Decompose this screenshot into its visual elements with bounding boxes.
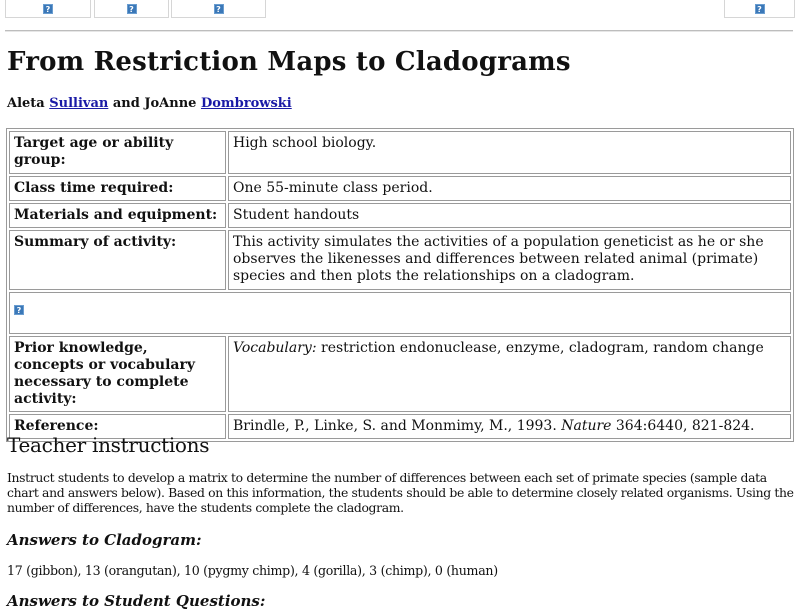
- nav-button-1[interactable]: [5, 0, 91, 18]
- nav-button-4[interactable]: [724, 0, 795, 18]
- materials-label: Materials and equipment:: [9, 203, 226, 228]
- broken-image-icon: ?: [127, 4, 137, 14]
- reference-value: [228, 414, 791, 439]
- materials-value: Student handouts: [228, 203, 791, 228]
- top-navigation-bar: [0, 0, 800, 20]
- broken-image-icon: ?: [14, 305, 24, 315]
- target-value: High school biology.: [228, 131, 791, 174]
- image-cell: [9, 292, 791, 334]
- vocabulary-label: Vocabulary:: [233, 340, 317, 356]
- teacher-instructions-text: Instruct students to develop a matrix to determine the number of differences between each set of primate species (sample data chart and answers below). Based on this information, the students should be able to determine closely related organisms. Using the number of differences, have the students complete the cladogram.: [7, 470, 794, 515]
- broken-image-icon: ?: [43, 4, 53, 14]
- table-row-summary: [9, 230, 791, 290]
- teacher-instructions-heading: Teacher instructions: [7, 433, 210, 457]
- broken-image-icon: ?: [214, 4, 224, 14]
- horizontal-rule: [5, 30, 793, 32]
- author1-link[interactable]: Sullivan: [49, 96, 109, 111]
- table-row-image: [9, 292, 791, 334]
- answers-student-questions-heading: Answers to Student Questions:: [7, 592, 266, 610]
- summary-label: Summary of activity:: [9, 230, 226, 290]
- prior-knowledge-label: Prior knowledge, concepts or vocabulary necessary to complete activity:: [9, 336, 226, 412]
- vocabulary-list: restriction endonuclease, enzyme, cladogram, random change: [316, 340, 764, 356]
- reference-label: Reference:: [9, 414, 226, 439]
- nav-button-3[interactable]: [171, 0, 266, 18]
- answers-cladogram-text: 17 (gibbon), 13 (orangutan), 10 (pygmy chimp), 4 (gorilla), 3 (chimp), 0 (human): [7, 563, 498, 578]
- target-label: Target age or ability group:: [9, 131, 226, 174]
- author1-first-name: Aleta: [7, 96, 50, 111]
- table-row-prior-knowledge: [9, 336, 791, 412]
- prior-knowledge-value: [228, 336, 791, 412]
- time-label: Class time required:: [9, 176, 226, 201]
- author-conjunction: and JoAnne: [108, 96, 201, 111]
- page-title: From Restriction Maps to Cladograms: [7, 47, 571, 77]
- table-row-materials: [9, 203, 791, 228]
- author-line: [7, 96, 292, 111]
- broken-image-icon: ?: [755, 4, 765, 14]
- reference-citation: 364:6440, 821-824.: [611, 418, 755, 434]
- activity-info-table: [6, 128, 794, 442]
- answers-cladogram-heading: Answers to Cladogram:: [7, 531, 202, 549]
- summary-value: This activity simulates the activities of a population geneticist as he or she observes the likenesses and differences between related animal (primate) species and then plots the relationships on a cladogram.: [228, 230, 791, 290]
- author2-link[interactable]: Dombrowski: [200, 96, 292, 111]
- table-row-target: [9, 131, 791, 174]
- nav-button-2[interactable]: [94, 0, 169, 18]
- reference-authors: Brindle, P., Linke, S. and Monmimy, M., 1993.: [233, 418, 562, 434]
- table-row-time: [9, 176, 791, 201]
- time-value: One 55-minute class period.: [228, 176, 791, 201]
- reference-journal: Nature: [561, 418, 612, 434]
